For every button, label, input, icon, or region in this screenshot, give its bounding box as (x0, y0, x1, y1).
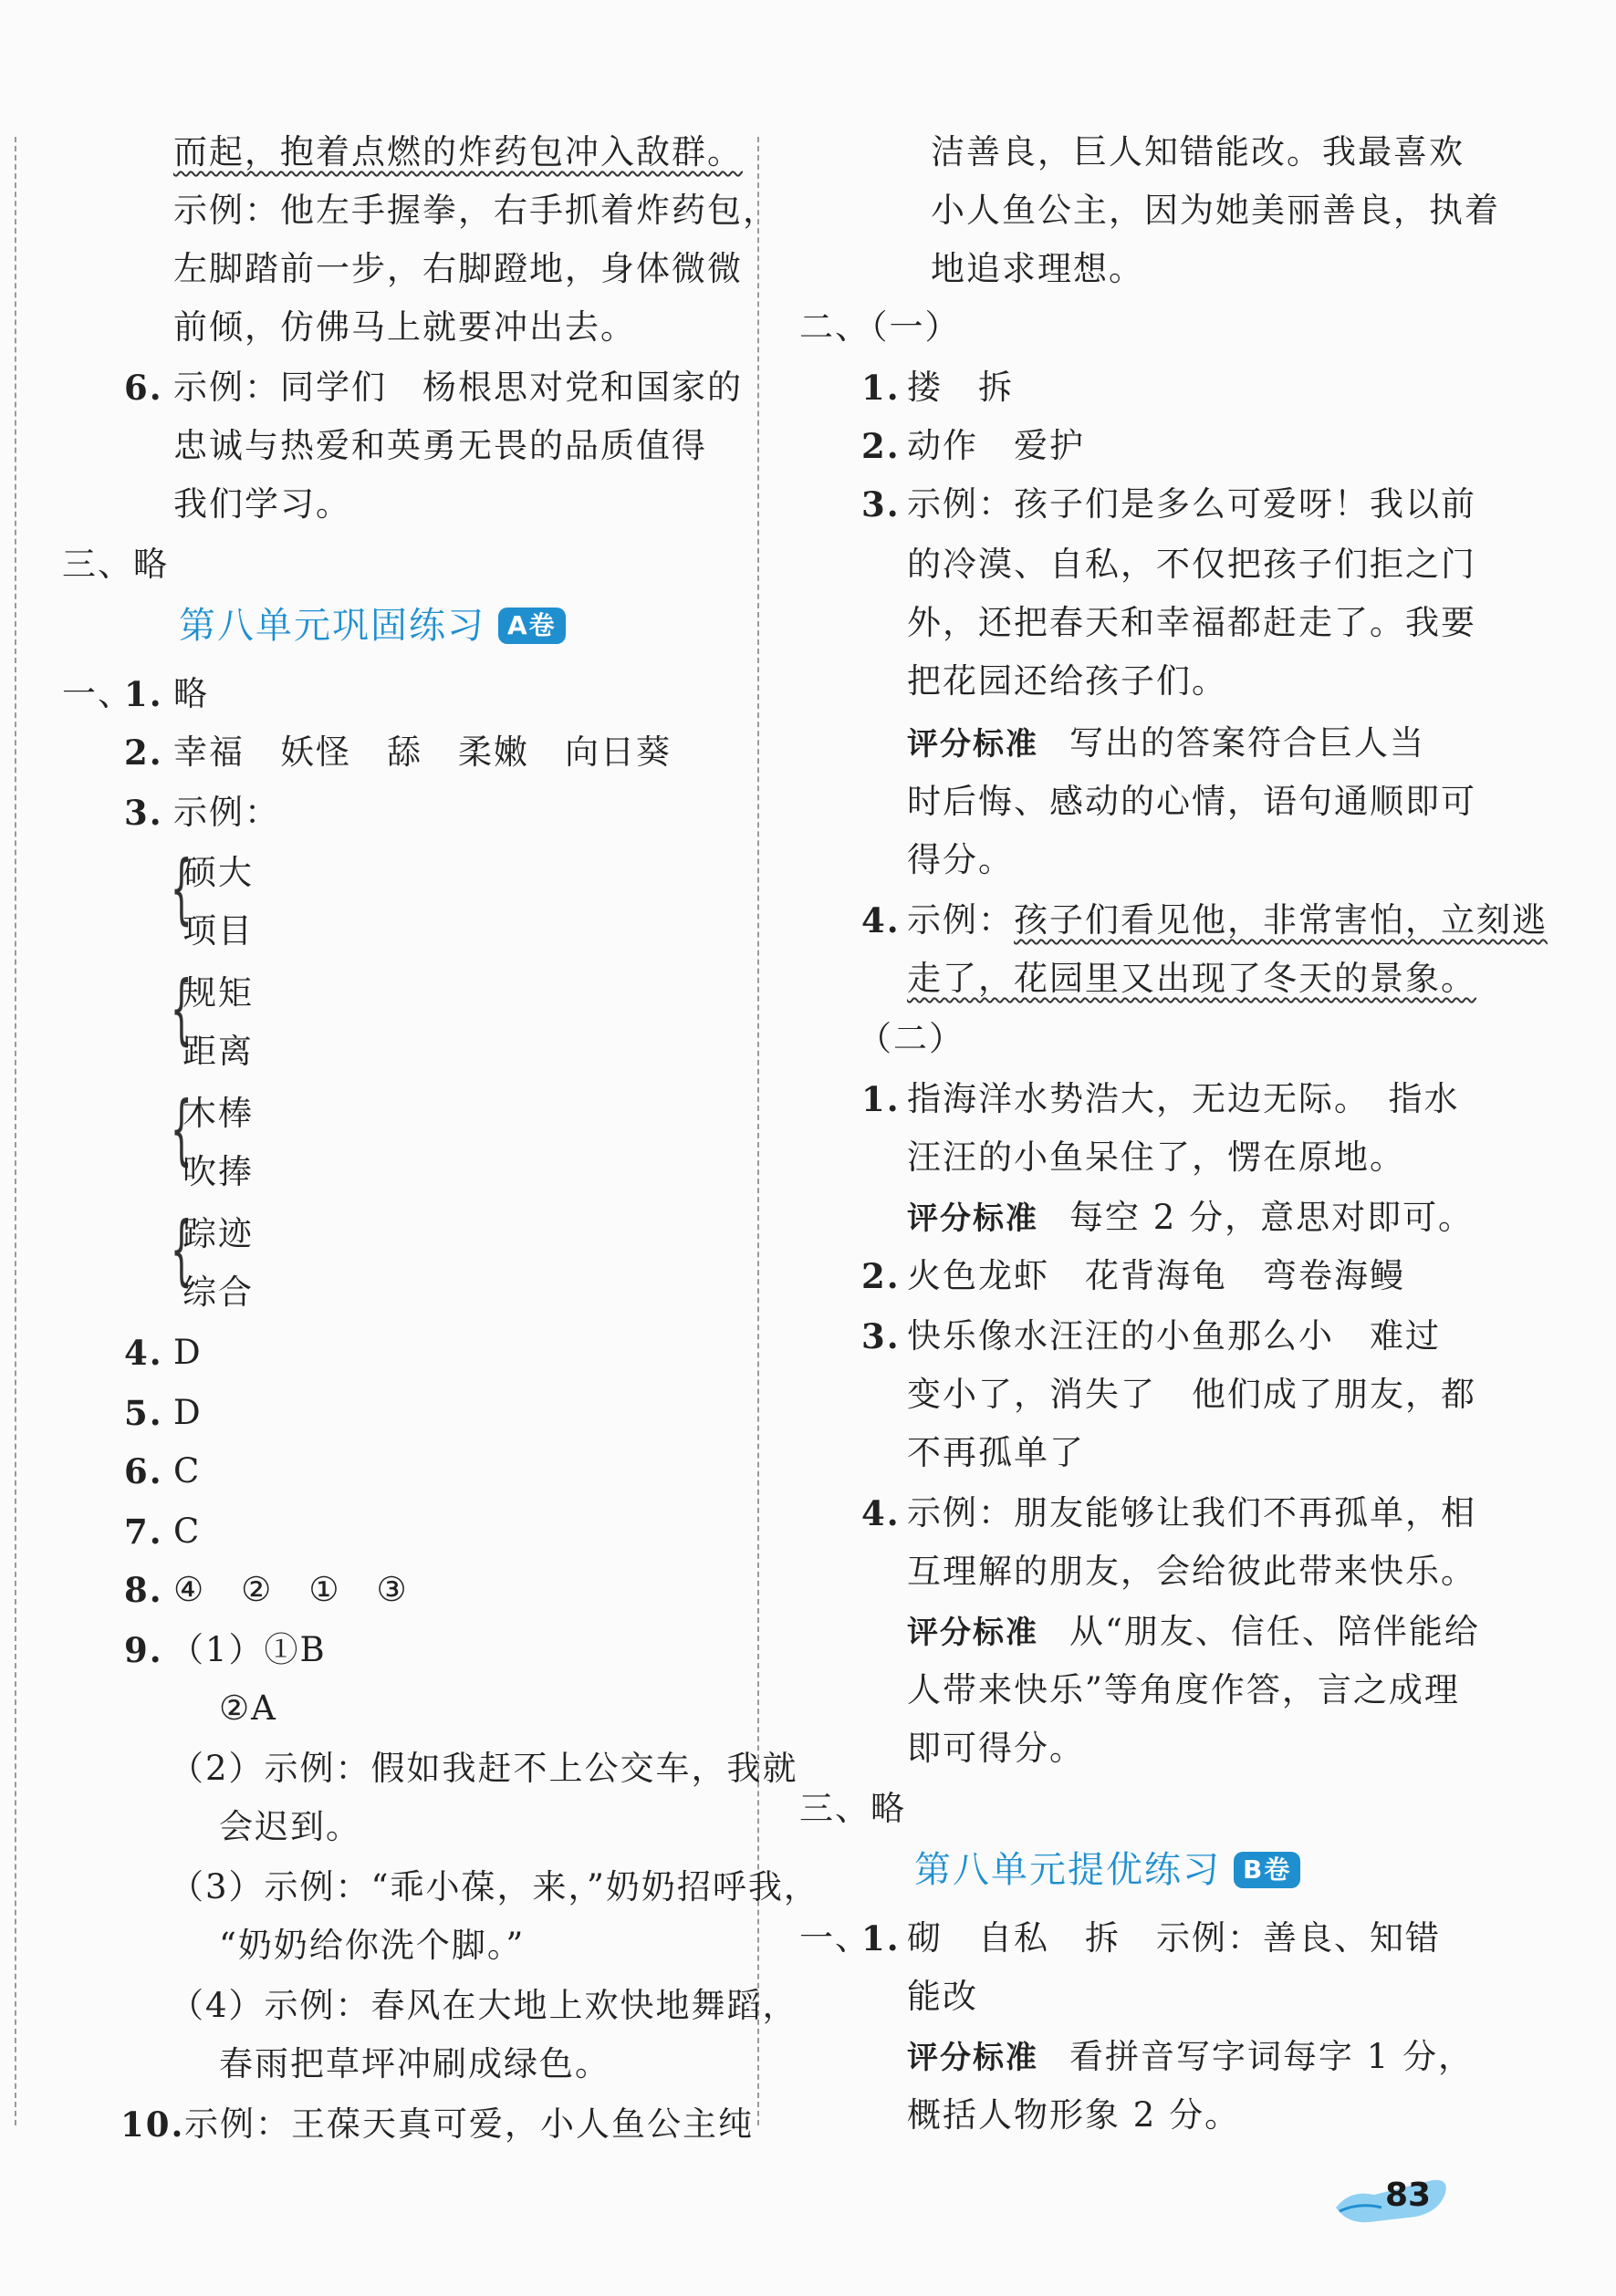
q6-line-2: 忠诚与热爱和英勇无畏的品质值得 (173, 426, 707, 465)
q7-answer: C (173, 1512, 202, 1551)
brace-icon: { (170, 1205, 193, 1294)
pair-3-word-1: 木棒 (182, 1094, 254, 1133)
left-cont-line-1: 而起，抱着点燃的炸药包冲入敌群。 (173, 132, 743, 171)
q9-1b: ②A (219, 1688, 277, 1728)
a1-number: 1. (861, 368, 901, 408)
q6b-answer: C (173, 1451, 202, 1491)
a3-line-3: 外，还把春天和幸福都赶走了。我要 (907, 603, 1476, 642)
q9-3a: （3）示例：“乖小葆，来，”奶奶招呼我， (170, 1867, 819, 1906)
q6b-number: 6. (124, 1451, 163, 1491)
b1-criteria-text: 每空 2 分，意思对即可。 (1069, 1198, 1475, 1237)
criteria-label: 评分标准 (907, 1615, 1038, 1651)
unit8-consolidation-heading (179, 600, 566, 651)
q8-answer: ④ ② ① ③ (173, 1570, 409, 1609)
page-number: 83 (1385, 2177, 1432, 2214)
q6-line-3: 我们学习。 (173, 484, 351, 524)
section-3-right: 三、略 (799, 1789, 906, 1828)
b4-criteria-line-2: 人带来快乐”等角度作答，言之成理 (907, 1670, 1460, 1709)
a3-line-1: 示例：孩子们是多么可爱呀！我以前 (907, 484, 1476, 524)
right-cont-line-3: 地追求理想。 (931, 249, 1144, 288)
q9-2b: 会迟到。 (219, 1807, 361, 1846)
q3-text: 示例： (173, 793, 280, 832)
b2-number: 2. (861, 1256, 901, 1296)
b1-line-1: 指海洋水势浩大，无边无际。 指水 (907, 1079, 1460, 1118)
q5-answer: D (173, 1393, 203, 1432)
brace-icon: { (170, 844, 193, 933)
c1-prefix: 一、 (799, 1918, 871, 1958)
pair-4-word-2: 综合 (182, 1273, 254, 1312)
criteria-label: 评分标准 (907, 726, 1038, 763)
a4-prefix: 示例： (907, 900, 1014, 940)
subsection-2: （二） (858, 1019, 964, 1058)
a2-number: 2. (861, 426, 901, 466)
a3-line-4: 把花园还给孩子们。 (907, 661, 1227, 701)
page-number-badge (1332, 2171, 1451, 2229)
q4-answer: D (173, 1333, 203, 1372)
right-cont-line-1: 洁善良，巨人知错能改。我最喜欢 (931, 132, 1465, 171)
b3-line-1: 快乐像水汪汪的小鱼那么小 难过 (907, 1316, 1441, 1356)
left-cont-line-3: 左脚踏前一步，右脚蹬地，身体微微 (173, 249, 743, 288)
a4-underlined-2: 走了，花园里又出现了冬天的景象。 (907, 959, 1476, 998)
q9-2a: （2）示例：假如我赶不上公交车，我就 (170, 1749, 798, 1788)
c1-line-2: 能改 (907, 1977, 978, 2016)
i1-prefix: 一、 (62, 674, 133, 713)
column-divider (757, 137, 759, 2125)
a2-answer: 动作 爱护 (907, 426, 1085, 465)
pair-2-word-2: 距离 (182, 1032, 254, 1071)
section-3-left: 三、略 (62, 545, 169, 584)
b3-line-3: 不再孤单了 (907, 1433, 1085, 1472)
i1-number: 1. (124, 674, 163, 714)
c1-criteria-line-2: 概括人物形象 2 分。 (907, 2095, 1241, 2135)
left-margin-divider (15, 137, 16, 2125)
q9-3b: “奶奶给你洗个脚。” (219, 1926, 526, 1965)
criteria-label: 评分标准 (907, 2040, 1038, 2076)
c1-number: 1. (861, 1918, 901, 1958)
q9-4b: 春雨把草坪冲刷成绿色。 (219, 2044, 610, 2083)
unit8-advanced-heading (914, 1844, 1300, 1896)
a4-underlined-1: 孩子们看见他，非常害怕，立刻逃 (1014, 900, 1548, 940)
i1-text: 略 (173, 674, 209, 713)
brace-icon: { (170, 964, 193, 1054)
c1-line-1: 砌 自私 拆 示例：善良、知错 (907, 1918, 1441, 1958)
c1-criteria-line-1 (907, 2034, 1474, 2081)
q10-text: 示例：王葆天真可爱，小人鱼公主纯 (184, 2104, 754, 2144)
b4-number: 4. (861, 1493, 901, 1533)
a3-criteria-line-1 (907, 721, 1425, 767)
q2-text: 幸福 妖怪 舔 柔嫩 向日葵 (173, 732, 672, 772)
right-cont-line-2: 小人鱼公主，因为她美丽善良，执着 (931, 191, 1500, 230)
left-cont-line-4: 前倾，仿佛马上就要冲出去。 (173, 307, 636, 347)
b4-criteria-text-1: 从“朋友、信任、陪伴能给 (1069, 1612, 1480, 1651)
a4-line-1 (907, 898, 1548, 943)
b2-answer: 火色龙虾 花背海龟 弯卷海鳗 (907, 1256, 1405, 1295)
a4-line-2 (907, 956, 1476, 1002)
pair-3-word-2: 吹捧 (182, 1152, 254, 1191)
q7-number: 7. (124, 1512, 163, 1552)
c1-criteria-text-1: 看拼音写字词每字 1 分， (1069, 2037, 1475, 2076)
q6-line-1: 示例：同学们 杨根思对党和国家的 (173, 368, 743, 407)
heading-b-text: 第八单元提优练习 (914, 1849, 1221, 1891)
section-2-right: 二、（一） (799, 307, 961, 347)
heading-a-text: 第八单元巩固练习 (179, 605, 485, 647)
left-cont-line-2: 示例：他左手握拳，右手抓着炸药包， (173, 191, 778, 230)
q4-number: 4. (124, 1333, 163, 1373)
a3-number: 3. (861, 484, 901, 525)
a3-criteria-line-2: 时后悔、感动的心情，语句通顺即可 (907, 782, 1476, 821)
q8-number: 8. (124, 1570, 163, 1610)
b1-number: 1. (861, 1079, 901, 1119)
q9-4a: （4）示例：春风在大地上欢快地舞蹈， (170, 1986, 798, 2025)
q9-number: 9. (124, 1630, 163, 1670)
badge-b: B卷 (1234, 1852, 1300, 1888)
pair-1-word-2: 项目 (182, 911, 254, 951)
a3-criteria-text-1: 写出的答案符合巨人当 (1069, 723, 1425, 763)
b3-number: 3. (861, 1316, 901, 1356)
pair-2-word-1: 规矩 (182, 973, 254, 1013)
b1-line-2: 汪汪的小鱼呆住了，愣在原地。 (907, 1138, 1405, 1177)
pair-1-word-1: 硕大 (182, 853, 254, 892)
b4-line-1: 示例：朋友能够让我们不再孤单，相 (907, 1493, 1476, 1532)
q3-number: 3. (124, 793, 163, 833)
q2-number: 2. (124, 732, 163, 773)
pair-4-word-1: 踪迹 (182, 1214, 254, 1253)
b4-criteria-line-3: 即可得分。 (907, 1729, 1085, 1768)
brace-icon: { (170, 1085, 193, 1174)
criteria-label: 评分标准 (907, 1200, 1038, 1237)
badge-a: A卷 (498, 608, 566, 644)
q6-number: 6. (124, 368, 163, 408)
q10-number: 10. (120, 2104, 185, 2145)
a3-criteria-line-3: 得分。 (907, 840, 1014, 879)
a1-answer: 搂 拆 (907, 368, 1014, 407)
b4-criteria-line-1 (907, 1609, 1480, 1656)
q5-number: 5. (124, 1393, 163, 1433)
a4-number: 4. (861, 900, 901, 940)
q9-1a: （1）①B (170, 1630, 327, 1669)
b3-line-2: 变小了，消失了 他们成了朋友，都 (907, 1375, 1476, 1414)
b1-criteria (907, 1195, 1474, 1242)
b4-line-2: 互理解的朋友，会给彼此带来快乐。 (907, 1552, 1476, 1591)
a3-line-2: 的冷漠、自私，不仅把孩子们拒之门 (907, 545, 1476, 584)
